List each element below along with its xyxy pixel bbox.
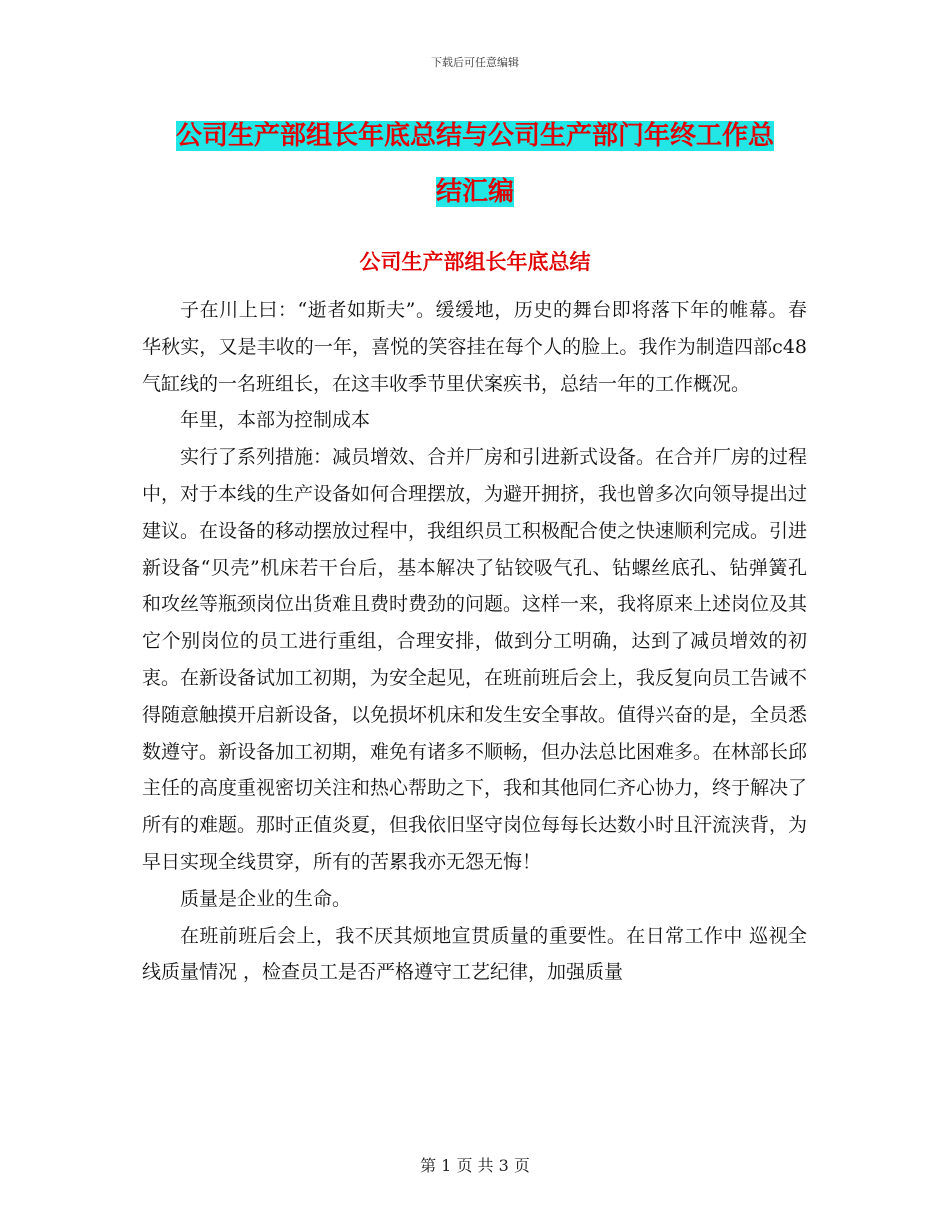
title-line-2: 结汇编	[435, 177, 514, 207]
document-title	[0, 108, 950, 220]
title-line-1: 公司生产部组长年底总结与公司生产部门年终工作总	[175, 121, 774, 151]
paragraph: 子在川上曰：“逝者如斯夫”。缓缓地，历史的舞台即将落下年的帷幕。春华秋实，又是丰收的一年，喜悦的笑容挂在每个人的脸上。我作为制造四部c48气缸线的一名班组长，在这丰收季节里伏案疾书，总结一年的工作概况。	[142, 299, 807, 395]
paragraph: 年里，本部为控制成本	[180, 409, 371, 432]
section-title: 公司生产部组长年底总结	[359, 250, 591, 274]
header-note: 下载后可任意编辑	[431, 56, 519, 69]
paragraph: 在班前班后会上，我不厌其烦地宣贯质量的重要性。在日常工作中 巡视全线质量情况 ，检查员工是否严格遵守工艺纪律，加强质量	[142, 924, 807, 984]
paragraph: 质量是企业的生命。	[180, 887, 352, 910]
paragraph: 实行了系列措施：减员增效、合并厂房和引进新式设备。在合并厂房的过程中，对于本线的生产设备如何合理摆放，为避开拥挤，我也曾多次向领导提出过建议。在设备的移动摆放过程中，我组织员工积极配合使之快速顺利完成。引进新设备“贝壳”机床若干台后，基本解决了钻铰吸气孔、钻螺丝底孔、钻弹簧孔和攻丝等瓶颈岗位出货难且费时费劲的问题。这样一来，我将原来上述岗位及其它个别岗位的员工进行重组，合理安排，做到分工明确，达到了减员增效的初衷。在新设备试加工初期，为安全起见，在班前班后会上，我反复向员工告诫不得随意触摸开启新设备，以免损坏机床和发生安全事故。值得兴奋的是，全员悉数遵守。新设备加工初期，难免有诸多不顺畅，但办法总比困难多。在林部长邱主任的高度重视密切关注和热心帮助之下，我和其他同仁齐心协力，终于解决了所有的难题。那时正值炎夏，但我依旧坚守岗位每每长达数小时且汗流浃背，为早日实现全线贯穿，所有的苦累我亦无怨无悔！	[142, 446, 808, 873]
page-number: 第 1 页 共 3 页	[420, 1156, 530, 1175]
body-text	[142, 292, 807, 991]
